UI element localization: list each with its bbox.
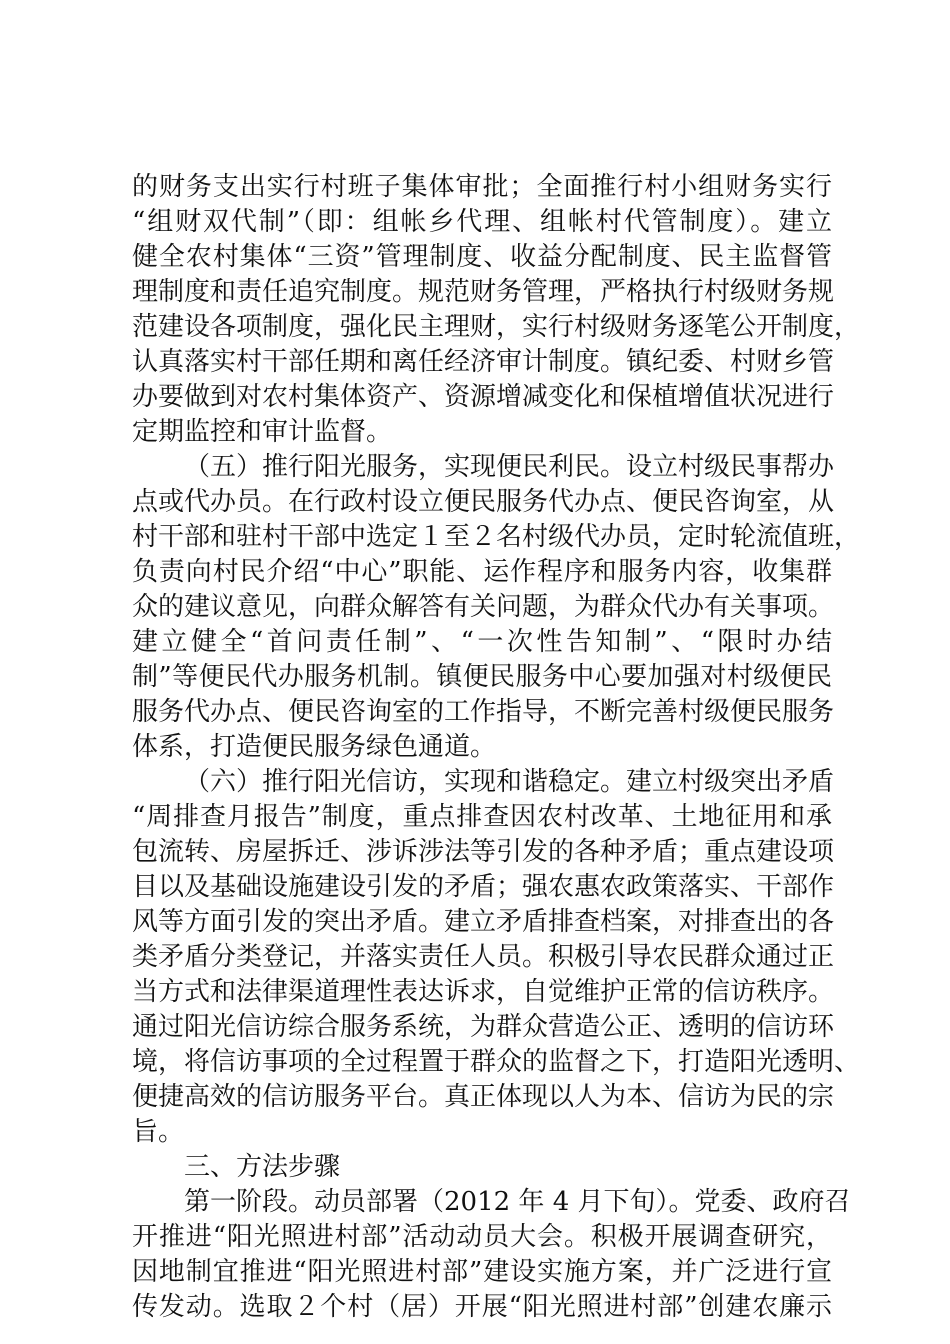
text-line: 服务代办点、便民咨询室的工作指导，不断完善村级便民服务	[132, 697, 835, 727]
text-line: 便捷高效的信访服务平台。真正体现以人为本、信访为民的宗	[132, 1082, 835, 1112]
text-line: 第一阶段。动员部署（2012 年 4 月下旬）。党委、政府召	[184, 1187, 851, 1217]
text-line: 包流转、房屋拆迁、涉诉涉法等引发的各种矛盾；重点建设项	[132, 837, 835, 867]
text-line: 认真落实村干部任期和离任经济审计制度。镇纪委、村财乡管	[132, 347, 835, 377]
text-line: 类矛盾分类登记，并落实责任人员。积极引导农民群众通过正	[132, 942, 835, 972]
text-line: 范建设各项制度，强化民主理财，实行村级财务逐笔公开制度，	[132, 312, 861, 342]
text-line: 建立健全“首问责任制”、“一次性告知制”、“限时办结	[132, 627, 832, 657]
text-line: 点或代办员。在行政村设立便民服务代办点、便民咨询室，从	[132, 487, 835, 517]
text-line: 风等方面引发的突出矛盾。建立矛盾排查档案，对排查出的各	[132, 907, 835, 937]
text-line: 境，将信访事项的全过程置于群众的监督之下，打造阳光透明、	[132, 1047, 861, 1077]
section-heading-5: （五）推行阳光服务，实现便民利民。设立村级民事帮办	[184, 452, 835, 482]
section-heading-methods: 三、方法步骤	[184, 1152, 341, 1182]
text-line: “周排查月报告”制度，重点排查因农村改革、土地征用和承	[132, 802, 832, 832]
text-line: 开推进“阳光照进村部”活动动员大会。积极开展调查研究，	[132, 1222, 832, 1252]
text-line: 制”等便民代办服务机制。镇便民服务中心要加强对村级便民	[132, 662, 832, 692]
text-line: 的财务支出实行村班子集体审批；全面推行村小组财务实行	[132, 172, 832, 202]
text-line: 因地制宜推进“阳光照进村部”建设实施方案，并广泛进行宣	[132, 1257, 832, 1287]
text-line: 目以及基础设施建设引发的矛盾；强农惠农政策落实、干部作	[132, 872, 835, 902]
text-line: 体系，打造便民服务绿色通道。	[132, 732, 497, 762]
text-line: 负责向村民介绍“中心”职能、运作程序和服务内容，收集群	[132, 557, 832, 587]
text-line: 健全农村集体“三资”管理制度、收益分配制度、民主监督管	[132, 242, 832, 272]
text-line: 传发动。选取２个村（居）开展“阳光照进村部”创建农廉示	[132, 1292, 832, 1322]
text-line: 当方式和法律渠道理性表达诉求，自觉维护正常的信访秩序。	[132, 977, 835, 1007]
body-text	[132, 170, 861, 1325]
text-line: 众的建议意见，向群众解答有关问题，为群众代办有关事项。	[132, 592, 835, 622]
text-line: 通过阳光信访综合服务系统，为群众营造公正、透明的信访环	[132, 1012, 835, 1042]
text-line: 办要做到对农村集体资产、资源增减变化和保植增值状况进行	[132, 382, 835, 412]
text-line: “组财双代制”（即：组帐乡代理、组帐村代管制度）。建立	[132, 207, 832, 237]
section-heading-6: （六）推行阳光信访，实现和谐稳定。建立村级突出矛盾	[184, 767, 835, 797]
text-line: 村干部和驻村干部中选定１至２名村级代办员，定时轮流值班，	[132, 522, 861, 552]
text-line: 定期监控和审计监督。	[132, 417, 393, 447]
text-line: 理制度和责任追究制度。规范财务管理，严格执行村级财务规	[132, 277, 835, 307]
text-line: 旨。	[132, 1117, 185, 1147]
